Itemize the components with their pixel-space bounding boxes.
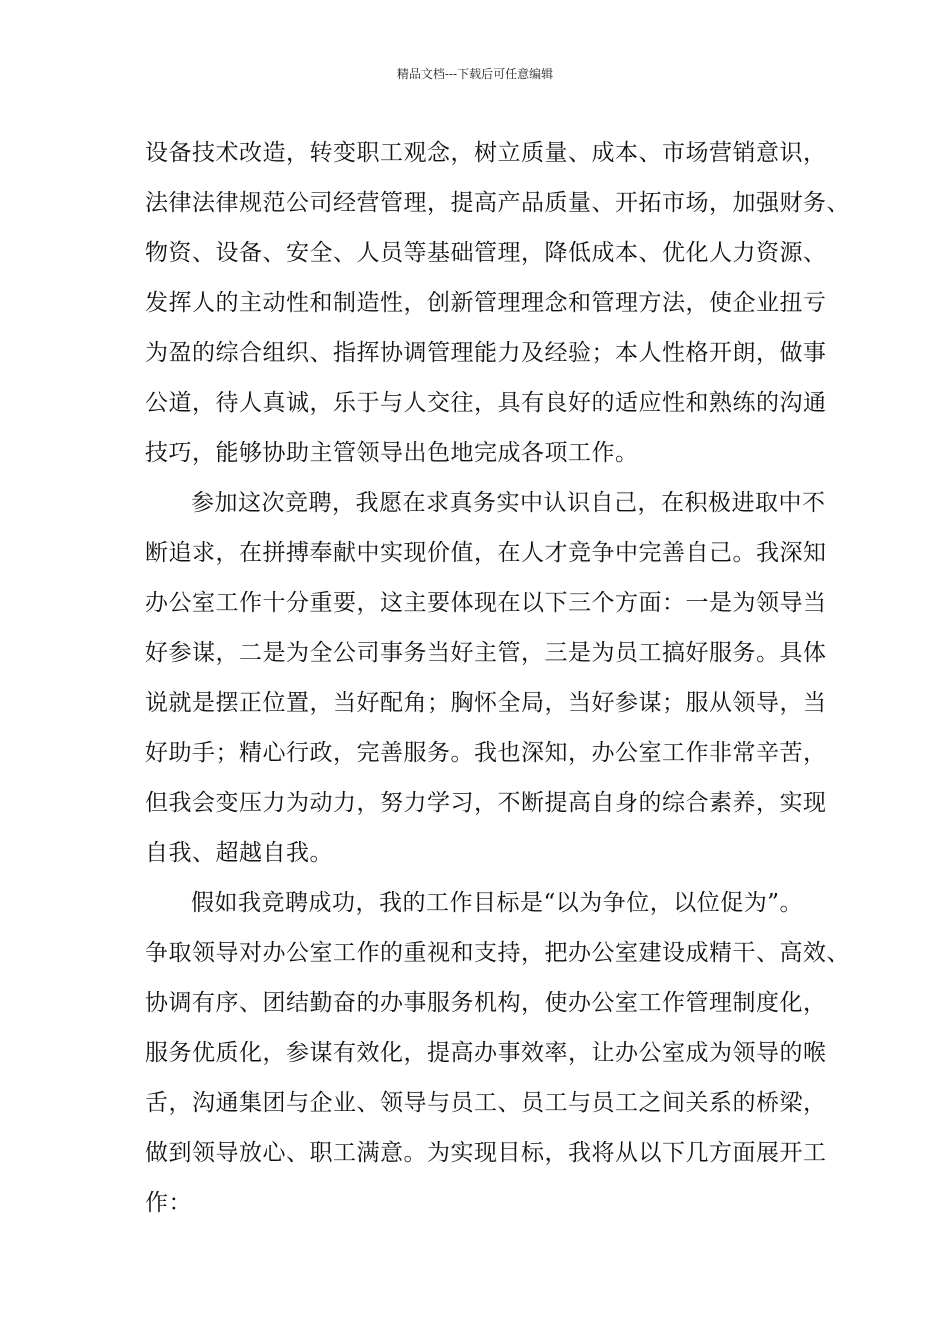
text-line: 技巧，能够协助主管领导出色地完成各项工作。 xyxy=(145,440,639,466)
text-line: 做到领导放心、职工满意。为实现目标，我将从以下几方面展开工 xyxy=(145,1140,827,1166)
text-line: 法律法律规范公司经营管理，提高产品质量、开拓市场，加强财务、 xyxy=(145,190,850,216)
paragraph-3 xyxy=(145,878,850,1228)
text-line: 发挥人的主动性和制造性，创新管理理念和管理方法，使企业扭亏 xyxy=(145,290,827,316)
paragraph-2 xyxy=(145,478,827,878)
text-line: 好参谋，二是为全公司事务当好主管，三是为员工搞好服务。具体 xyxy=(145,640,827,666)
text-line: 但我会变压力为动力，努力学习，不断提高自身的综合素养，实现 xyxy=(145,790,827,816)
text-line: 自我、超越自我。 xyxy=(145,840,333,866)
text-line: 好助手；精心行政，完善服务。我也深知，办公室工作非常辛苦， xyxy=(145,740,827,766)
text-line: 服务优质化，参谋有效化，提高办事效率，让办公室成为领导的喉 xyxy=(145,1040,827,1066)
text-line: 物资、设备、安全、人员等基础管理，降低成本、优化人力资源、 xyxy=(145,240,827,266)
document-body xyxy=(145,128,850,1228)
paragraph-1 xyxy=(145,128,850,478)
text-line: 参加这次竞聘，我愿在求真务实中认识自己，在积极进取中不 xyxy=(191,490,826,516)
text-line: 说就是摆正位置，当好配角；胸怀全局，当好参谋；服从领导，当 xyxy=(145,690,827,716)
text-line: 争取领导对办公室工作的重视和支持，把办公室建设成精干、高效、 xyxy=(145,940,850,966)
text-line: 为盈的综合组织、指挥协调管理能力及经验；本人性格开朗，做事 xyxy=(145,340,827,366)
text-line: 办公室工作十分重要，这主要体现在以下三个方面：一是为领导当 xyxy=(145,590,827,616)
text-line: 断追求，在拼搏奉献中实现价值，在人才竞争中完善自己。我深知 xyxy=(145,540,827,566)
text-line: 设备技术改造，转变职工观念，树立质量、成本、市场营销意识， xyxy=(145,140,827,166)
text-line: 协调有序、团结勤奋的办事服务机构，使办公室工作管理制度化， xyxy=(145,990,827,1016)
text-line: 公道，待人真诚，乐于与人交往，具有良好的适应性和熟练的沟通 xyxy=(145,390,827,416)
text-line: 舌，沟通集团与企业、领导与员工、员工与员工之间关系的桥梁， xyxy=(145,1090,827,1116)
page-header: 精品文档---下载后可任意编辑 xyxy=(396,67,554,81)
text-line: 作： xyxy=(145,1190,192,1216)
text-line: 假如我竞聘成功，我的工作目标是“以为争位，以位促为”。 xyxy=(191,890,804,916)
